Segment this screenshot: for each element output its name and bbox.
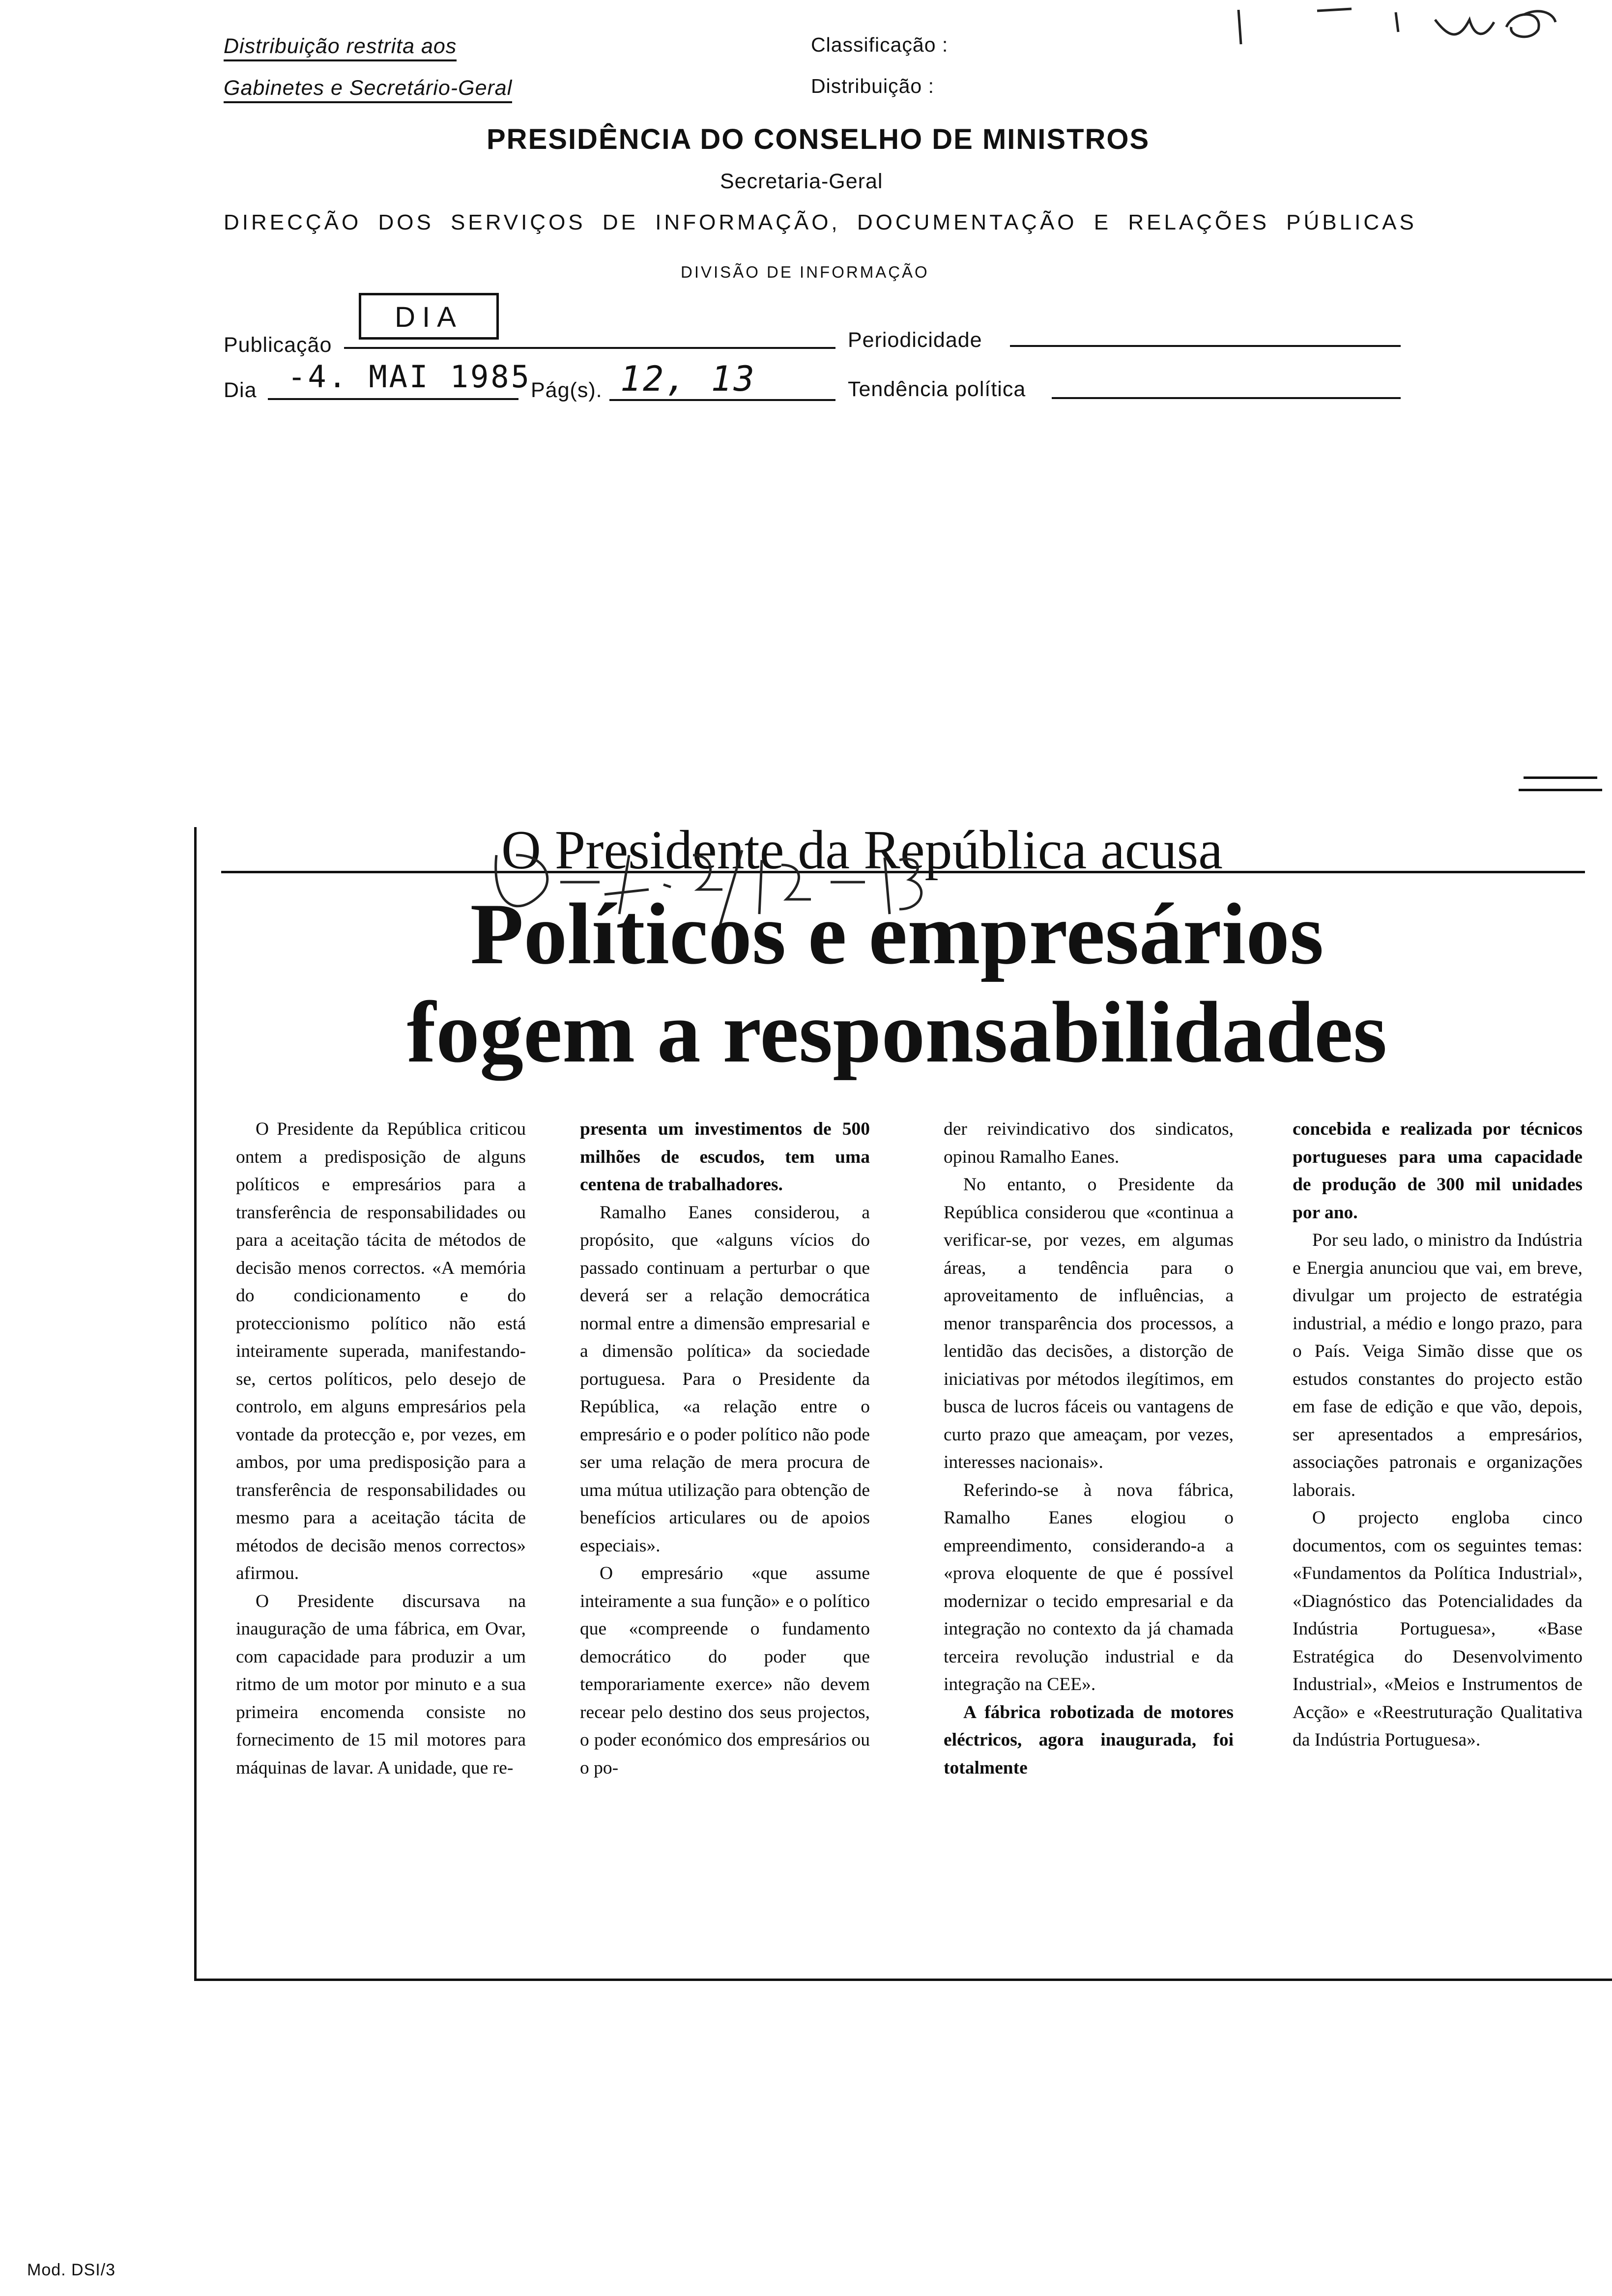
headline-line2: fogem a responsabilidades — [406, 983, 1387, 1081]
restriction-note-line1: Distribuição restrita aos — [224, 34, 457, 61]
col3-paragraph: No entanto, o Presidente da República considerou que «continua a verificar-se, por vezes, em algumas áreas, a tendência para o aproveitamento de influências, a menor transparência dos processos, a lentidão das decisões, a distorção de iniciativas por métodos ilegítimos, em busca de lucros fáceis ou vantagens de curto prazo que ameaçam, por vezes, interesses nacionais». — [944, 1175, 1234, 1472]
margin-rule-long — [1519, 789, 1602, 791]
handwritten-note — [487, 835, 564, 852]
col4-paragraph: O projecto engloba cinco documentos, com os seguintes temas: «Fundamentos da Política Industrial», «Diagnóstico das Potencialidades da Indústria Portuguesa», «Base Estratégica do Desenvolvimento Industrial», «Meios e Instrumentos de Acção» e «Reestruturação Qualitativa da Indústria Portuguesa». — [1293, 1508, 1583, 1750]
article-kicker: O Presidente da República acusa — [501, 820, 1223, 881]
periodicity-label: Periodicidade — [848, 328, 982, 352]
col2-paragraph: O empresário «que assume inteiramente a sua função» e o político que «compreende o fundamento democrático do poder que temporariamente exerce» não devem recear pelo destino dos seus projectos, o poder económico dos empresários ou o po- — [580, 1563, 870, 1778]
col3-paragraph: Referindo-se à nova fábrica, Ramalho Eanes elogiou o empreendimento, considerando-a a «prova eloquente de que é possível modernizar o tecido empresarial e da integração no contexto da já chamada terceira revolução industrial e da integração na CEE». — [944, 1480, 1234, 1694]
publication-label: Publicação — [224, 333, 332, 357]
tendency-label: Tendência política — [848, 377, 1026, 401]
pages-label: Pág(s). — [531, 378, 603, 402]
distribution-label: Distribuição : — [811, 75, 934, 97]
day-stamp: -4. MAI 1985 — [288, 359, 531, 395]
form-code: Mod. DSI/3 — [27, 2261, 116, 2279]
corner-scribble — [1229, 0, 1583, 54]
periodicity-underline — [1010, 345, 1401, 347]
margin-rule-short — [1524, 776, 1597, 779]
restriction-note-line2: Gabinetes e Secretário-Geral — [224, 76, 512, 103]
division-line: DIVISÃO DE INFORMAÇÃO — [681, 263, 929, 281]
publication-underline — [344, 347, 835, 349]
article-column-2 — [580, 1116, 870, 1782]
col2-paragraph: presenta um investimentos de 500 milhões de escudos, tem uma centena de trabalhadores. — [580, 1119, 870, 1195]
publication-stamp: DIA — [359, 293, 499, 340]
col1-paragraph: O Presidente discursava na inauguração de uma fábrica, em Ovar, com capacidade para produzir a um ritmo de um motor por minuto e a sua primeira encomenda consiste no fornecimento de 15 mil motores para máquinas de lavar. A unidade, que re- — [236, 1591, 526, 1778]
department-line: DIRECÇÃO DOS SERVIÇOS DE INFORMAÇÃO, DOCUMENTAÇÃO E RELAÇÕES PÚBLICAS — [224, 210, 1417, 234]
article-column-1 — [236, 1116, 526, 1782]
classification-label: Classificação : — [811, 33, 949, 56]
tendency-underline — [1052, 397, 1401, 399]
corner-mark — [1435, 5, 1468, 27]
day-label: Dia — [224, 378, 257, 402]
organization-title: PRESIDÊNCIA DO CONSELHO DE MINISTROS — [487, 123, 1150, 155]
article-column-4 — [1293, 1116, 1583, 1754]
pages-value: 12, 13 — [620, 359, 756, 399]
secretariat-subtitle: Secretaria-Geral — [720, 170, 883, 193]
col2-paragraph: Ramalho Eanes considerou, a propósito, que «alguns vícios do passado continuam a perturbar o que deverá ser a relação democrática normal entre a dimensão empresarial e a dimensão política» da sociedade portuguesa. Para o Presidente da República, «a relação entre o empresário e o poder político não pode ser uma relação de mera procura de uma mútua utilização para obtenção de benefícios articulares ou de apoios especiais». — [580, 1202, 870, 1556]
col1-paragraph: O Presidente da República criticou ontem a predisposição de alguns políticos e empresários para a transferência de responsabilidades ou para a aceitação tácita de métodos de decisão menos correctos. «A memória do condicionamento e do proteccionismo político não está inteiramente superada, manifestando-se, certos políticos, pelo desejo de controlo, em alguns empresários pela vontade da protecção e, por vezes, em ambos, por uma predisposição para a transferência de responsabilidades ou mesmo para a aceitação tácita de métodos de decisão menos correctos» afirmou. — [236, 1119, 526, 1583]
pages-underline — [609, 399, 835, 401]
col3-paragraph: der reivindicativo dos sindicatos, opinou Ramalho Eanes. — [944, 1119, 1234, 1167]
article-column-3 — [944, 1116, 1234, 1782]
col4-paragraph: concebida e realizada por técnicos portugueses para uma capacidade de produção de 300 mil unidades por ano. — [1293, 1119, 1583, 1223]
col3-paragraph: A fábrica robotizada de motores eléctricos, agora inaugurada, foi totalmente — [944, 1702, 1234, 1778]
day-underline — [268, 398, 518, 400]
headline-line1: Políticos e empresários — [470, 885, 1324, 982]
col4-paragraph: Por seu lado, o ministro da Indústria e Energia anunciou que vai, em breve, divulgar um projecto de estratégia industrial, a médio e longo prazo, para o País. Veiga Simão disse que os estudos constantes do projecto estão em fase de edição e que vão, depois, ser apresentados a empresários, associações patronais e organizações laborais. — [1293, 1230, 1583, 1500]
